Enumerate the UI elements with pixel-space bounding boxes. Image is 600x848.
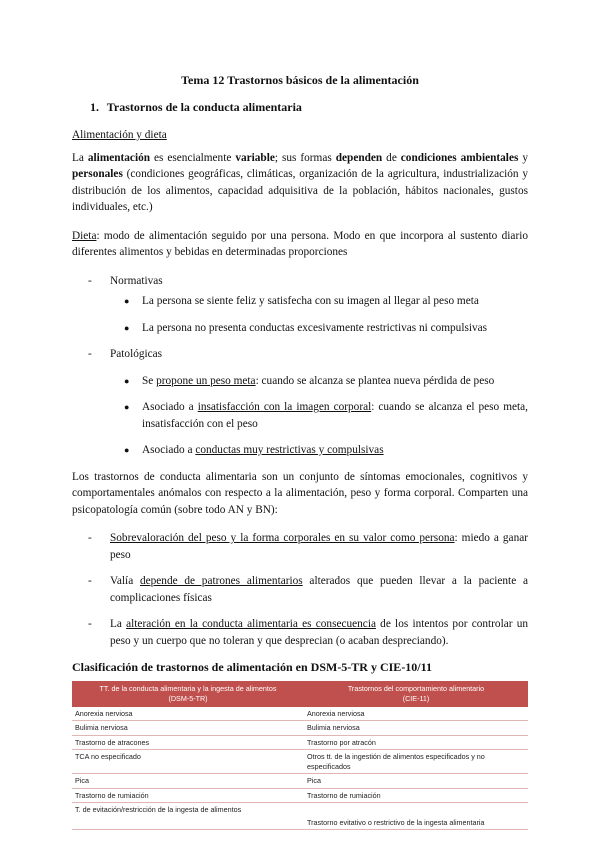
list-item: - Sobrevaloración del peso y la forma corporales en su valor como persona: miedo a ganar peso <box>88 532 528 561</box>
alimentacion-paragraph: La alimentación es esencialmente variable; sus formas dependen de condiciones ambientales y personales (condiciones geográficas, climáticas, organización de la agricultura, industrialización y distribución de los alimentos, capacidad adquisitiva de la población, hábitos nacionales, gustos individuales, etc.) <box>72 151 528 213</box>
document-page <box>72 72 528 830</box>
table-row: Trastorno de atracones Trastorno por atracón <box>72 735 528 750</box>
section-number: 1. <box>90 99 99 114</box>
table-row: T. de evitación/restricción de la ingesta de alimentos Trastorno evitativo o restrictivo de la ingesta alimentaria <box>72 803 528 830</box>
table-row: Pica Pica <box>72 774 528 789</box>
table-row: Anorexia nerviosa Anorexia nerviosa <box>72 707 528 721</box>
bullet-item: ● Asociado a conductas muy restrictivas y compulsivas <box>124 444 384 456</box>
subsection-title: Alimentación y dieta <box>72 129 167 141</box>
tca-paragraph: Los trastornos de conducta alimentaria son un conjunto de síntomas emocionales, cognitivos y comportamentales anómalos con respecto a la alimentación, peso y forma corporal. Comparten una psicopatología común (sobre todo AN y BN): <box>72 470 528 516</box>
bullet-item: ● Asociado a insatisfacción con la imagen corporal: cuando se alcanza el peso meta, insatisfacción con el peso <box>124 401 528 430</box>
bullet-item: ● La persona no presenta conductas excesivamente restrictivas ni compulsivas <box>124 321 488 334</box>
section-heading <box>90 99 528 116</box>
dieta-paragraph: Dieta: modo de alimentación seguido por una persona. Modo en que incorpora al sustento diario diferentes alimentos y bebidas en determinadas proporciones <box>72 229 528 258</box>
classification-table <box>72 681 528 831</box>
table-row: Trastorno de rumiación Trastorno de rumiación <box>72 788 528 803</box>
table-row: TCA no especificado Otros tt. de la ingestión de alimentos especificados y no especificados <box>72 750 528 774</box>
bullet-item: ● Se propone un peso meta: cuando se alcanza se plantea nueva pérdida de peso <box>124 374 495 387</box>
document-title: Tema 12 Trastornos básicos de la alimentación <box>181 73 419 87</box>
list-item: - La alteración en la conducta alimentaria es consecuencia de los intentos por controlar un peso y un cuerpo que no toleran y que desprecian (o acaban despreciando). <box>88 618 528 647</box>
table-header-cie: Trastornos del comportamiento alimentario (CIE-11) <box>304 681 528 707</box>
table-title: Clasificación de trastornos de alimentación en DSM-5-TR y CIE-10/11 <box>72 660 432 674</box>
section-title: Trastornos de la conducta alimentaria <box>106 99 302 114</box>
bullet-item: ● La persona se siente feliz y satisfecha con su imagen al llegar al peso meta <box>124 295 479 307</box>
list-item: - Valía depende de patrones alimentarios alterados que pueden llevar a la paciente a complicaciones físicas <box>88 575 528 604</box>
list-item-patologicas: - Patológicas <box>88 348 163 360</box>
table-header-dsm: TT. de la conducta alimentaria y la ingesta de alimentos (DSM-5-TR) <box>72 681 304 707</box>
list-item-normativas: - Normativas <box>88 274 163 287</box>
table-row: Bulimia nerviosa Bulimia nerviosa <box>72 721 528 736</box>
